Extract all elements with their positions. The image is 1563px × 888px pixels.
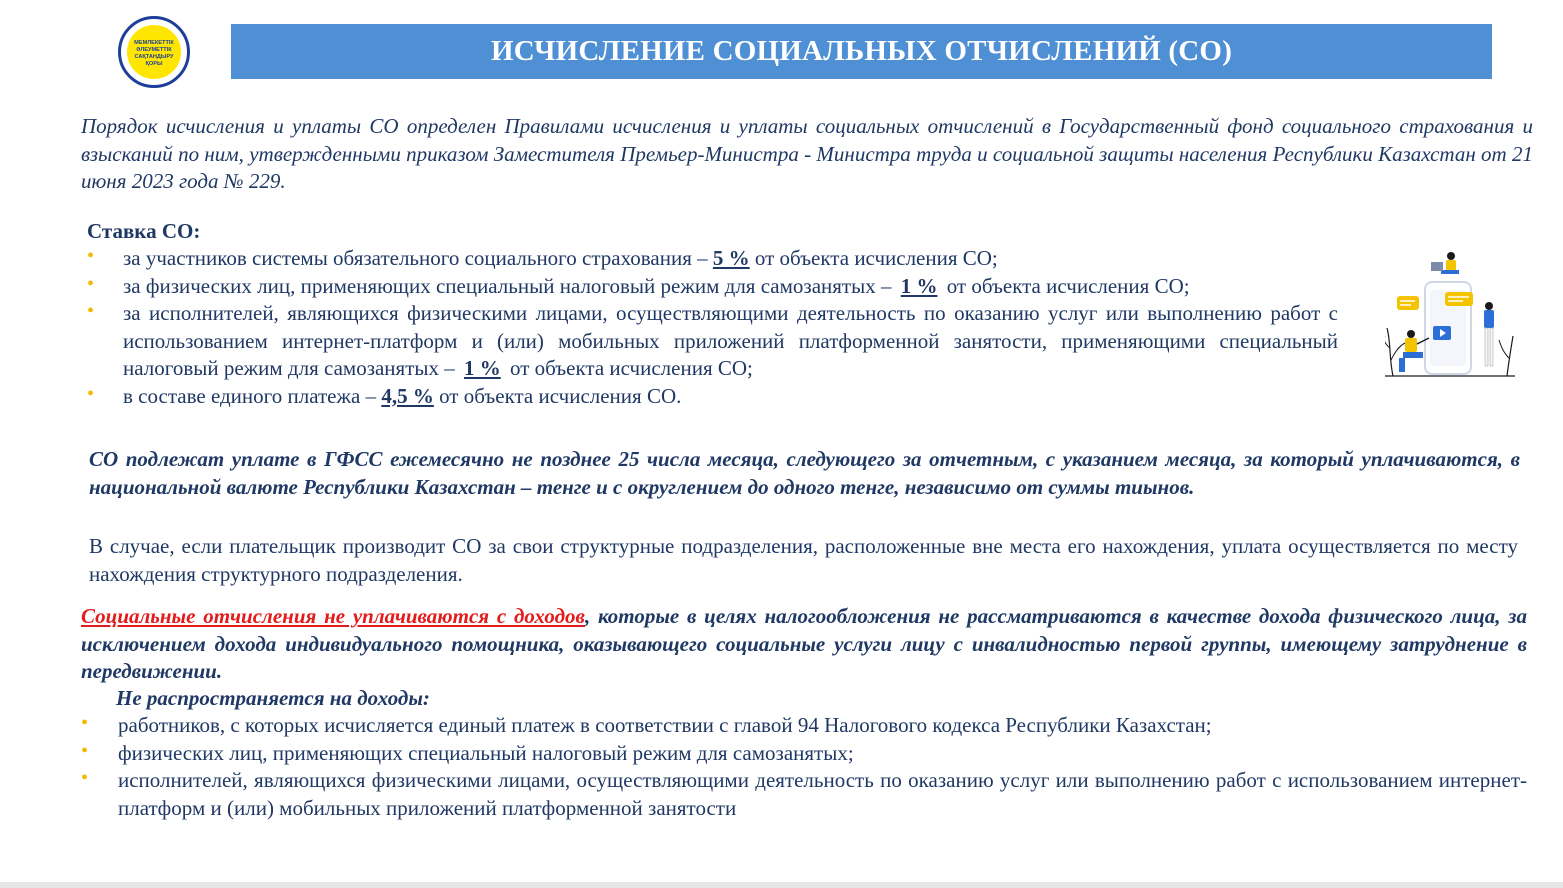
people-phone-illustration [1385,248,1515,380]
list-item [81,712,1527,740]
list-item [87,245,1338,273]
not-applies-title: Не распространяется на доходы: [116,686,430,710]
bullet-icon: • [81,712,89,734]
fund-logo [116,14,192,90]
bullet-icon: • [87,272,95,295]
list-item [87,300,1338,383]
intro-paragraph: Порядок исчисления и уплаты СО определен Правилами исчисления и уплаты социальных отчислений в Государственный фонд социального страхования и взысканий по ним, утвержденными приказом Заместителя Премьер-Министра - Министра труда и социальной защиты населения Республики Казахстан от 21 июня 2023 года № 229. [81,114,1533,193]
bullet-icon: • [87,300,95,322]
page-title: ИСЧИСЛЕНИЕ СОЦИАЛЬНЫХ ОТЧИСЛЕНИЙ (СО) [490,35,1233,67]
rate-text: за участников системы обязательного социального страхования – [123,246,713,270]
rate-text: от объекта исчисления СО. [433,383,682,408]
list-item-text: работников, с которых исчисляется единый платеж в соответствии с главой 94 Налогового кодекса Республики Казахстан; [118,713,1212,737]
rates-title: Ставка СО: [87,219,201,243]
rates-list [87,245,1338,410]
list-item [81,767,1527,822]
logo-line: САҚТАНДЫРУ [134,54,174,60]
rate-value: 1 % [900,273,938,298]
bullet-icon: • [81,767,89,789]
list-item-text: исполнителей, являющихся физическими лицами, осуществляющими деятельность по оказанию услуг или выполнению работ с использованием интернет-платформ и (или) мобильных приложений платформенной занятости [118,768,1527,820]
rate-value: 1 % [464,356,501,380]
logo-line: ӘЛЕУМЕТТІК [136,47,172,53]
rate-text: в составе единого платежа – [123,383,382,408]
title-bar [231,24,1492,79]
payment-deadline-paragraph: СО подлежат уплате в ГФСС ежемесячно не позднее 25 числа месяца, следующего за отчетным, с указанием месяца, за который уплачиваются, в национальной валюте Республики Казахстан – тенге и с округлением до одного тенге, независимо от суммы тиынов. [89,447,1520,499]
list-item [87,273,1338,301]
rate-value: 5 % [712,246,750,270]
rate-text: от объекта исчисления СО; [749,246,998,270]
list-item [87,383,1338,411]
rate-text: за исполнителей, являющихся физическими лицами, осуществляющими деятельность по оказанию услуг или выполнению работ с использованием интернет-платформ и (или) мобильных приложений платформенной занятости, применяющими специальный налоговый режим для самозанятых – [123,301,1338,380]
rate-text: от объекта исчисления СО; [504,356,753,380]
structural-units-paragraph: В случае, если плательщик производит СО за свои структурные подразделения, расположенные вне места его нахождения, уплата осуществляется по месту нахождения структурного подразделения. [89,534,1518,586]
bottom-divider [0,882,1563,888]
bullet-icon: • [81,739,89,762]
bullet-icon: • [87,245,95,267]
rate-value: 4,5 % [381,383,434,408]
logo-line: МЕМЛЕКЕТТІК [134,40,174,46]
exclusion-highlight: Социальные отчисления не уплачиваются с доходов [81,604,585,628]
exclusion-text: , которые в целях налогообложения не рассматриваются в качестве дохода физического лица, за исключением дохода индивидуального помощника, оказывающего социальные услуги лицу с инвалидностью первой группы, имеющему затруднение в передвижении. [81,604,1527,683]
logo-line: ҚОРЫ [145,61,163,67]
rate-text: от объекта исчисления СО; [941,273,1190,298]
bullet-icon: • [87,382,95,405]
list-item [81,740,1527,768]
exclusion-paragraph [81,603,1527,686]
not-applies-list [81,712,1527,822]
rate-text: за физических лиц, применяющих специальный налоговый режим для самозанятых – [123,273,897,298]
list-item-text: физических лиц, применяющих специальный налоговый режим для самозанятых; [118,740,854,765]
